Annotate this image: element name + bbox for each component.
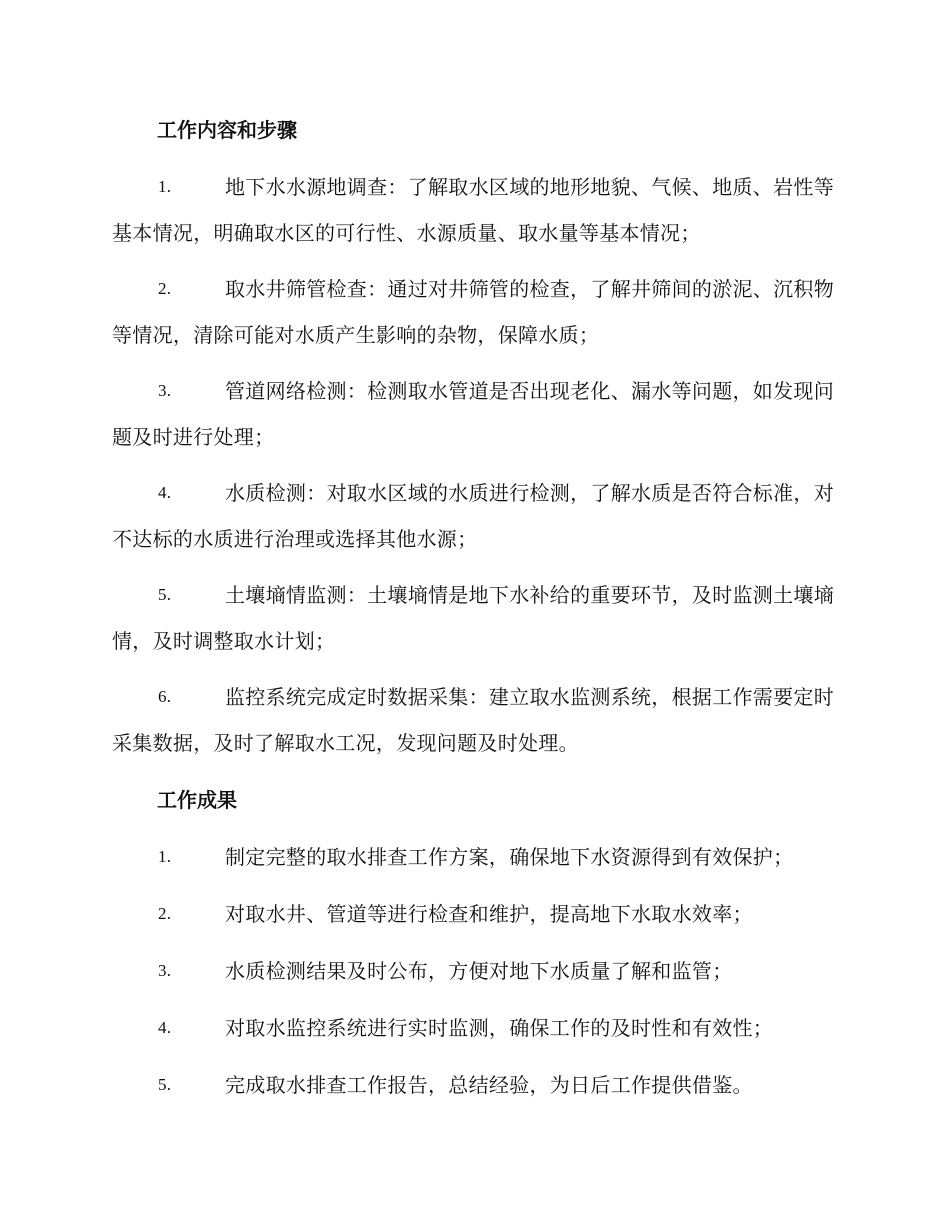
list-item xyxy=(112,368,834,460)
list-item xyxy=(112,470,834,562)
list-item-number: 2. xyxy=(158,904,172,923)
list-item-text: 土壤墒情监测：土壤墒情是地下水补给的重要环节，及时监测土壤墒情，及时调整取水计划； xyxy=(112,583,834,653)
list-item-number: 1. xyxy=(158,847,172,866)
list-item-text: 水质检测：对取水区域的水质进行检测，了解水质是否符合标准，对不达标的水质进行治理或选择其他水源； xyxy=(112,481,834,551)
list-item-number: 1. xyxy=(158,177,172,196)
list-item-text: 完成取水排查工作报告，总结经验，为日后工作提供借鉴。 xyxy=(225,1073,753,1097)
list-item-text: 制定完整的取水排查工作方案，确保地下水资源得到有效保护； xyxy=(225,845,794,869)
list-item-number: 4. xyxy=(158,483,172,502)
list-item-number: 5. xyxy=(158,1075,172,1094)
list-item-text: 对取水井、管道等进行检查和维护，提高地下水取水效率； xyxy=(225,902,753,926)
list-item xyxy=(112,674,834,766)
list-item xyxy=(112,1005,834,1051)
list-item xyxy=(112,1062,834,1108)
list-item-number: 4. xyxy=(158,1018,172,1037)
list-item-text: 对取水监控系统进行实时监测，确保工作的及时性和有效性； xyxy=(225,1016,774,1040)
list-item-number: 2. xyxy=(158,279,172,298)
list-item-number: 3. xyxy=(158,961,172,980)
list-item-text: 监控系统完成定时数据采集：建立取水监测系统，根据工作需要定时采集数据，及时了解取水工况，发现问题及时处理。 xyxy=(112,685,834,755)
list-item xyxy=(112,948,834,994)
list-item xyxy=(112,891,834,937)
list-item-number: 5. xyxy=(158,585,172,604)
list-item-text: 取水井筛管检查：通过对井筛管的检查，了解井筛间的淤泥、沉积物等情况，清除可能对水质产生影响的杂物，保障水质； xyxy=(112,277,834,347)
list-item-text: 管道网络检测：检测取水管道是否出现老化、漏水等问题，如发现问题及时进行处理； xyxy=(112,379,834,449)
list-item xyxy=(112,164,834,256)
list-item-text: 地下水水源地调查：了解取水区域的地形地貌、气候、地质、岩性等基本情况，明确取水区的可行性、水源质量、取水量等基本情况； xyxy=(112,175,834,245)
section-heading-work-results: 工作成果 xyxy=(157,788,237,812)
list-item-number: 6. xyxy=(158,687,172,706)
list-item xyxy=(112,266,834,358)
section-heading-work-content: 工作内容和步骤 xyxy=(157,118,297,142)
list-item xyxy=(112,834,834,880)
list-item xyxy=(112,572,834,664)
list-item-number: 3. xyxy=(158,381,172,400)
list-item-text: 水质检测结果及时公布，方便对地下水质量了解和监管； xyxy=(225,959,733,983)
